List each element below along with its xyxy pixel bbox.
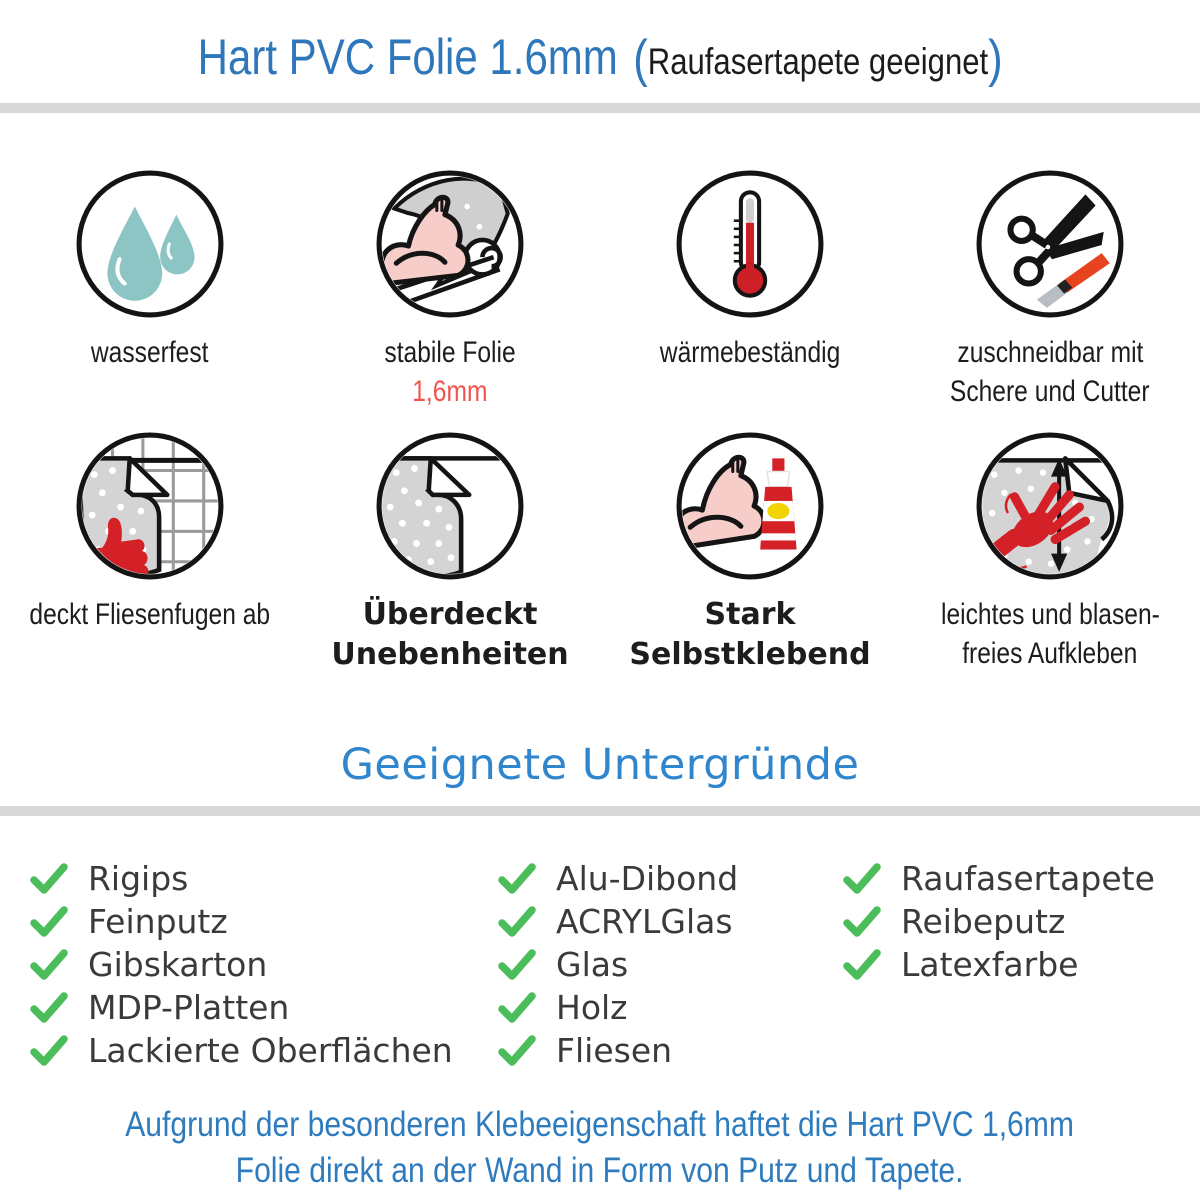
feature-label: Überdeckt: [362, 597, 538, 632]
list-item: [498, 943, 738, 986]
feature-fliesenfugen: [0, 430, 300, 675]
title-paren-open: (: [632, 30, 648, 88]
surface-list-column-2: [498, 857, 738, 1072]
title-main: Hart PVC Folie 1.6mm: [197, 29, 618, 85]
title-paren-close: ): [987, 30, 1003, 88]
list-item: [498, 857, 738, 900]
list-item: [30, 857, 453, 900]
surface-label: Fliesen: [556, 1031, 673, 1070]
list-item: [843, 943, 1155, 986]
footer-line-1: Aufgrund der besonderen Klebeeigenschaft haftet die Hart PVC 1,6mm: [125, 1105, 1075, 1144]
divider-bar-top: [0, 103, 1200, 113]
feature-label: leichtes und blasen-: [940, 598, 1160, 631]
footer-line-2: Folie direkt an der Wand in Form von Putz und Tapete.: [236, 1151, 964, 1190]
list-item: [30, 986, 453, 1029]
feature-label-2: Selbstklebend: [629, 637, 871, 672]
surface-label: Gibskarton: [88, 945, 268, 984]
check-icon: [498, 906, 536, 937]
hand-smoothing-icon: [974, 430, 1126, 582]
feature-label: wasserfest: [91, 336, 209, 369]
feature-label-2: Unebenheiten: [331, 637, 569, 672]
list-item: [498, 900, 738, 943]
title-subtitle: Raufasertapete geeignet: [647, 41, 988, 82]
surface-list-column-3: [843, 857, 1155, 986]
feature-label: deckt Fliesenfugen ab: [29, 598, 271, 631]
check-icon: [30, 906, 68, 937]
check-icon: [843, 863, 881, 894]
feature-stabile-folie: [300, 168, 600, 411]
surface-label: Reibeputz: [901, 902, 1066, 941]
check-icon: [498, 863, 536, 894]
water-drops-icon: [74, 168, 226, 320]
surface-label: Raufasertapete: [901, 859, 1155, 898]
surface-label: Alu-Dibond: [556, 859, 739, 898]
muscle-glue-icon: [674, 430, 826, 582]
surface-label: Holz: [556, 988, 628, 1027]
surface-label: Feinputz: [88, 902, 228, 941]
dotted-foil-icon: [374, 430, 526, 582]
feature-label: zuschneidbar mit: [957, 336, 1143, 369]
check-icon: [30, 1035, 68, 1066]
surface-list-column-1: [30, 857, 453, 1072]
surface-label: MDP-Platten: [88, 988, 290, 1027]
feature-row-1: [0, 168, 1200, 411]
surface-label: Latexfarbe: [901, 945, 1079, 984]
surface-label: Glas: [556, 945, 629, 984]
check-icon: [30, 992, 68, 1023]
tile-thumbs-up-icon: [74, 430, 226, 582]
muscle-foil-icon: [374, 168, 526, 320]
feature-label: wärmebeständig: [659, 336, 841, 369]
check-icon: [843, 949, 881, 980]
list-item: [498, 986, 738, 1029]
footer-note: [0, 1102, 1200, 1194]
check-icon: [498, 992, 536, 1023]
feature-label: Stark: [704, 597, 796, 632]
list-item: [30, 943, 453, 986]
feature-label: stabile Folie: [384, 336, 516, 369]
check-icon: [30, 863, 68, 894]
divider-bar-bottom: [0, 806, 1200, 816]
feature-waermebestaendig: [600, 168, 900, 411]
list-item: [843, 857, 1155, 900]
list-item: [30, 1029, 453, 1072]
feature-zuschneidbar: [900, 168, 1200, 411]
section-heading-wrap: [0, 740, 1200, 790]
check-icon: [498, 949, 536, 980]
feature-label-2: freies Aufkleben: [962, 637, 1138, 670]
surface-label: Lackierte Oberflächen: [88, 1031, 453, 1070]
feature-row-2: [0, 430, 1200, 675]
page-title: [0, 28, 1200, 89]
feature-selbstklebend: [600, 430, 900, 675]
surface-label: Rigips: [88, 859, 189, 898]
section-heading: Geeignete Untergründe: [340, 740, 860, 790]
feature-label-2: Schere und Cutter: [950, 375, 1150, 408]
scissors-cutter-icon: [974, 168, 1126, 320]
check-icon: [843, 906, 881, 937]
surface-label: ACRYLGlas: [556, 902, 733, 941]
thermometer-icon: [674, 168, 826, 320]
list-item: [498, 1029, 738, 1072]
check-icon: [30, 949, 68, 980]
list-item: [30, 900, 453, 943]
check-icon: [498, 1035, 536, 1066]
feature-aufkleben: [900, 430, 1200, 675]
list-item: [843, 900, 1155, 943]
feature-thickness-label: 1,6mm: [412, 375, 488, 408]
feature-unebenheiten: [300, 430, 600, 675]
feature-wasserfest: [0, 168, 300, 411]
